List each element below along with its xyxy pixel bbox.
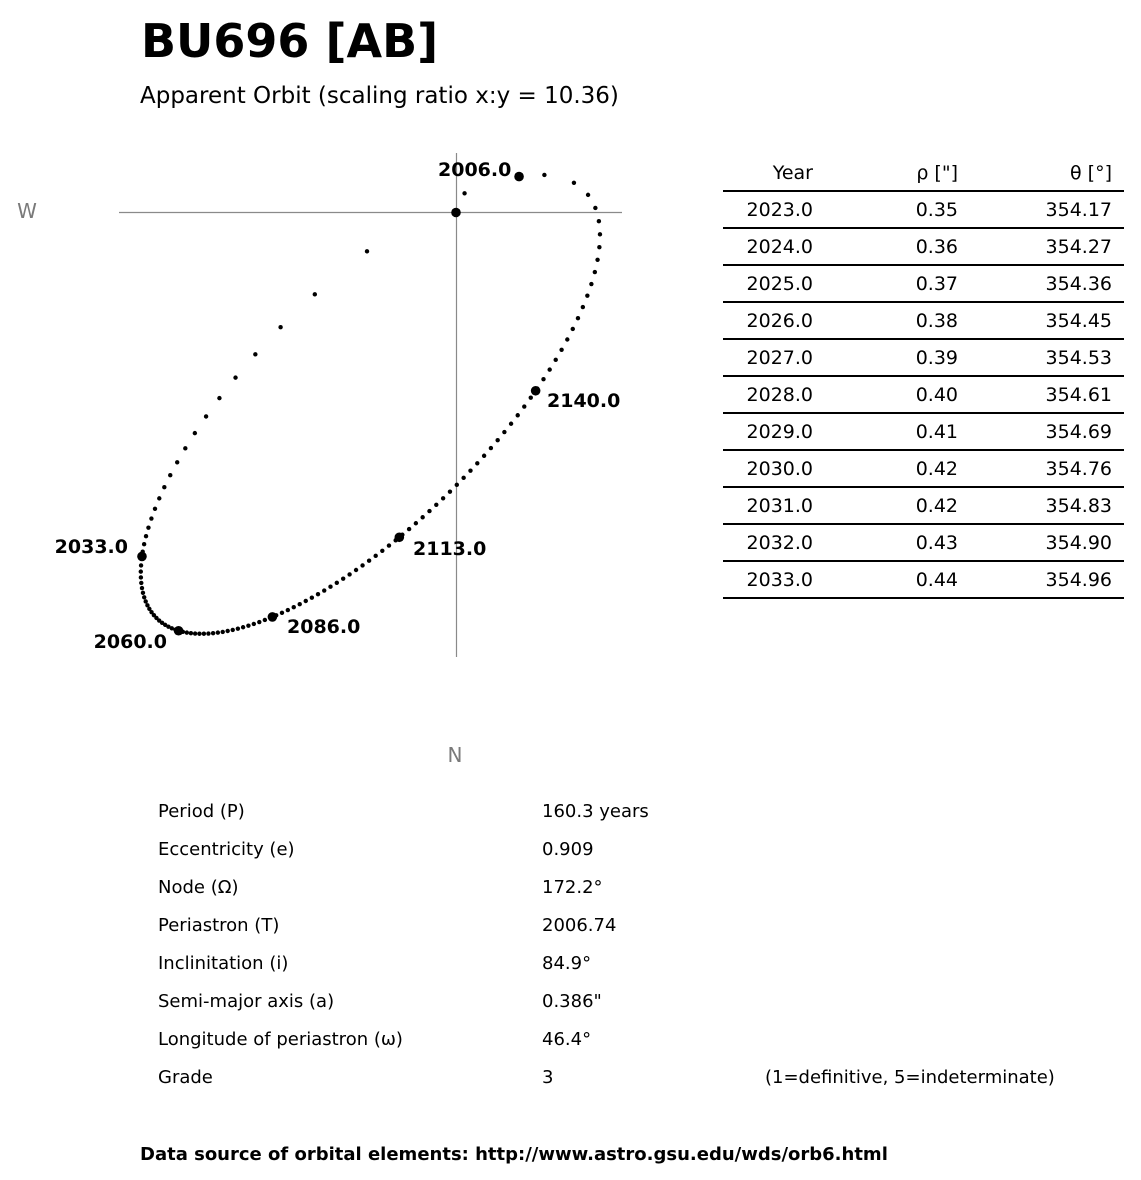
orbit-dot <box>257 620 261 624</box>
orbit-dot <box>221 630 225 634</box>
orbit-dot <box>542 173 546 177</box>
theta-cell: 354.17 <box>983 191 1124 228</box>
page-title: BU696 [AB] <box>141 14 439 68</box>
orbit-dot <box>157 496 161 500</box>
orbit-dot <box>322 588 326 592</box>
orbit-dot <box>193 431 197 435</box>
epoch-dot <box>514 172 524 182</box>
theta-cell: 354.69 <box>983 413 1124 450</box>
epoch-dot <box>174 626 184 636</box>
orbit-dot <box>571 327 575 331</box>
orbit-dot <box>455 483 459 487</box>
orbit-dot <box>236 626 240 630</box>
grade-scale-note: (1=definitive, 5=indeterminate) <box>765 1067 1055 1088</box>
rho-cell: 0.41 <box>843 413 983 450</box>
orbit-dot <box>241 625 245 629</box>
orbital-element-value: 172.2° <box>542 877 603 898</box>
orbital-element-value: 46.4° <box>542 1029 592 1050</box>
orbit-dot <box>434 503 438 507</box>
orbit-dot <box>216 630 220 634</box>
data-source-note: Data source of orbital elements: http://www.astro.gsu.edu/wds/orb6.html <box>140 1144 888 1165</box>
orbit-dot <box>576 316 580 320</box>
ephemeris-col-header: Year <box>723 156 843 191</box>
ephemeris-row <box>723 265 1124 302</box>
orbit-dot <box>365 249 369 253</box>
orbit-dot <box>298 602 302 606</box>
orbital-element-value: 2006.74 <box>542 915 617 936</box>
orbit-dot <box>541 377 545 381</box>
ephemeris-row <box>723 524 1124 561</box>
orbit-dot <box>420 515 424 519</box>
orbit-dot <box>280 611 284 615</box>
orbit-dot <box>554 358 558 362</box>
orbit-dot <box>589 282 593 286</box>
year-cell: 2025.0 <box>723 265 843 302</box>
epoch-label: 2140.0 <box>547 390 621 412</box>
orbit-dot <box>252 622 256 626</box>
orbit-dot <box>140 586 144 590</box>
orbit-dot <box>502 430 506 434</box>
orbit-dot <box>585 293 589 297</box>
orbital-element-label: Node (Ω) <box>158 877 239 898</box>
theta-cell: 354.45 <box>983 302 1124 339</box>
orbital-element-value: 3 <box>542 1067 554 1088</box>
orbit-dot <box>595 258 599 262</box>
ephemeris-row <box>723 302 1124 339</box>
orbit-dot <box>142 542 146 546</box>
orbit-dot <box>347 572 351 576</box>
orbit-plot <box>0 0 700 790</box>
orbit-dot <box>144 599 148 603</box>
north-axis-label: N <box>447 743 463 767</box>
year-cell: 2030.0 <box>723 450 843 487</box>
orbital-element-label: Inclinitation (i) <box>158 953 289 974</box>
orbit-dot <box>581 305 585 309</box>
epoch-dot <box>137 552 147 562</box>
ephemeris-row <box>723 376 1124 413</box>
orbit-dot <box>175 460 179 464</box>
year-cell: 2033.0 <box>723 561 843 598</box>
orbit-dot <box>313 292 317 296</box>
rho-cell: 0.40 <box>843 376 983 413</box>
ephemeris-row <box>723 228 1124 265</box>
orbital-element-label: Periastron (T) <box>158 915 280 936</box>
orbit-dot <box>328 585 332 589</box>
orbit-dot <box>380 549 384 553</box>
orbit-dot <box>193 631 197 635</box>
epoch-dot <box>395 532 405 542</box>
ephemeris-row <box>723 487 1124 524</box>
epoch-dot <box>268 612 278 622</box>
year-cell: 2032.0 <box>723 524 843 561</box>
orbit-dot <box>572 181 576 185</box>
orbital-element-label: Grade <box>158 1067 213 1088</box>
epoch-label: 2086.0 <box>287 616 361 638</box>
orbit-dot <box>304 599 308 603</box>
epoch-label: 2113.0 <box>413 538 487 560</box>
orbit-dot <box>162 485 166 489</box>
epoch-dot <box>531 386 541 396</box>
epoch-label: 2006.0 <box>438 159 512 181</box>
orbit-dot <box>509 422 513 426</box>
orbital-element-row <box>158 831 1098 869</box>
orbit-dot <box>141 591 145 595</box>
orbit-dot <box>414 521 418 525</box>
orbital-element-label: Period (P) <box>158 801 245 822</box>
orbit-dot <box>233 375 237 379</box>
orbit-dot <box>593 206 597 210</box>
rho-cell: 0.42 <box>843 450 983 487</box>
orbit-dot <box>593 270 597 274</box>
orbit-dot <box>139 575 143 579</box>
ephemeris-col-header: ρ ["] <box>843 156 983 191</box>
orbit-dot <box>149 516 153 520</box>
orbit-dot <box>142 595 146 599</box>
theta-cell: 354.83 <box>983 487 1124 524</box>
ephemeris-row <box>723 413 1124 450</box>
orbital-element-value: 0.386" <box>542 991 602 1012</box>
orbit-dot <box>197 632 201 636</box>
theta-cell: 354.90 <box>983 524 1124 561</box>
orbit-dot <box>373 554 377 558</box>
rho-cell: 0.38 <box>843 302 983 339</box>
orbital-element-row <box>158 1021 1098 1059</box>
orbit-dot <box>341 576 345 580</box>
orbital-element-row <box>158 793 1098 831</box>
orbital-elements-list <box>158 793 1098 1105</box>
year-cell: 2027.0 <box>723 339 843 376</box>
orbit-dot <box>597 245 601 249</box>
orbit-dot <box>211 631 215 635</box>
orbital-element-row <box>158 907 1098 945</box>
orbital-element-value: 160.3 years <box>542 801 649 822</box>
orbital-element-label: Eccentricity (e) <box>158 839 295 860</box>
year-cell: 2031.0 <box>723 487 843 524</box>
orbit-dot <box>482 454 486 458</box>
orbit-dot <box>139 563 143 567</box>
orbit-dot <box>462 191 466 195</box>
orbit-dot <box>246 623 250 627</box>
orbit-dot <box>183 446 187 450</box>
orbit-dot <box>468 468 472 472</box>
ephemeris-col-header: θ [°] <box>983 156 1124 191</box>
rho-cell: 0.44 <box>843 561 983 598</box>
orbit-dot <box>231 628 235 632</box>
orbit-dot <box>206 631 210 635</box>
orbit-dot <box>217 396 221 400</box>
rho-cell: 0.35 <box>843 191 983 228</box>
west-axis-label: W <box>17 199 37 223</box>
orbital-element-value: 84.9° <box>542 953 592 974</box>
orbit-dot <box>586 193 590 197</box>
orbit-dot <box>427 509 431 513</box>
rho-cell: 0.36 <box>843 228 983 265</box>
ephemeris-row <box>723 561 1124 598</box>
ephemeris-header-row <box>723 156 1124 191</box>
plot-subtitle: Apparent Orbit (scaling ratio x:y = 10.36) <box>140 83 619 109</box>
orbit-dot <box>286 608 290 612</box>
orbit-dot <box>185 630 189 634</box>
theta-cell: 354.27 <box>983 228 1124 265</box>
orbit-dot <box>461 476 465 480</box>
orbit-dot <box>407 527 411 531</box>
orbit-dot <box>559 348 563 352</box>
orbit-dot <box>225 629 229 633</box>
year-cell: 2029.0 <box>723 413 843 450</box>
orbital-element-label: Longitude of periastron (ω) <box>158 1029 403 1050</box>
orbit-dot <box>489 446 493 450</box>
rho-cell: 0.39 <box>843 339 983 376</box>
orbit-dot <box>495 438 499 442</box>
ephemeris-row <box>723 450 1124 487</box>
orbit-dot <box>598 232 602 236</box>
theta-cell: 354.96 <box>983 561 1124 598</box>
year-cell: 2028.0 <box>723 376 843 413</box>
rho-cell: 0.43 <box>843 524 983 561</box>
orbit-dot <box>441 496 445 500</box>
orbit-dot <box>448 489 452 493</box>
orbit-dot <box>387 543 391 547</box>
orbital-element-row <box>158 945 1098 983</box>
theta-cell: 354.76 <box>983 450 1124 487</box>
orbital-element-row <box>158 983 1098 1021</box>
orbit-dot <box>316 592 320 596</box>
rho-cell: 0.42 <box>843 487 983 524</box>
orbit-dot <box>189 631 193 635</box>
orbit-dot <box>153 507 157 511</box>
year-cell: 2023.0 <box>723 191 843 228</box>
orbit-dot <box>475 461 479 465</box>
epoch-label: 2033.0 <box>54 536 128 558</box>
orbit-dot <box>360 563 364 567</box>
orbit-dot <box>139 581 143 585</box>
orbital-element-row <box>158 1059 1098 1097</box>
orbit-dot <box>597 219 601 223</box>
orbit-dot <box>547 367 551 371</box>
orbit-dot <box>253 352 257 356</box>
ephemeris-row <box>723 339 1124 376</box>
orbit-dot <box>522 404 526 408</box>
year-cell: 2026.0 <box>723 302 843 339</box>
orbit-dot <box>204 414 208 418</box>
orbit-dot <box>139 569 143 573</box>
orbit-dot <box>354 568 358 572</box>
orbit-dot <box>144 534 148 538</box>
orbital-element-label: Semi-major axis (a) <box>158 991 335 1012</box>
rho-cell: 0.37 <box>843 265 983 302</box>
orbit-dot <box>146 525 150 529</box>
orbit-dot <box>529 395 533 399</box>
theta-cell: 354.36 <box>983 265 1124 302</box>
primary-star-dot <box>451 208 461 218</box>
orbit-dot <box>310 595 314 599</box>
orbital-element-value: 0.909 <box>542 839 594 860</box>
orbit-dot <box>516 413 520 417</box>
orbit-dot <box>292 605 296 609</box>
theta-cell: 354.61 <box>983 376 1124 413</box>
orbit-dot <box>278 325 282 329</box>
ephemeris-table <box>723 156 1124 599</box>
epoch-label: 2060.0 <box>93 631 167 653</box>
orbit-dot <box>168 473 172 477</box>
ephemeris-row <box>723 191 1124 228</box>
year-cell: 2024.0 <box>723 228 843 265</box>
orbit-dot <box>565 337 569 341</box>
orbit-dot <box>335 581 339 585</box>
orbit-dot <box>367 559 371 563</box>
theta-cell: 354.53 <box>983 339 1124 376</box>
orbit-dot <box>263 618 267 622</box>
orbit-dot <box>202 632 206 636</box>
orbital-element-row <box>158 869 1098 907</box>
